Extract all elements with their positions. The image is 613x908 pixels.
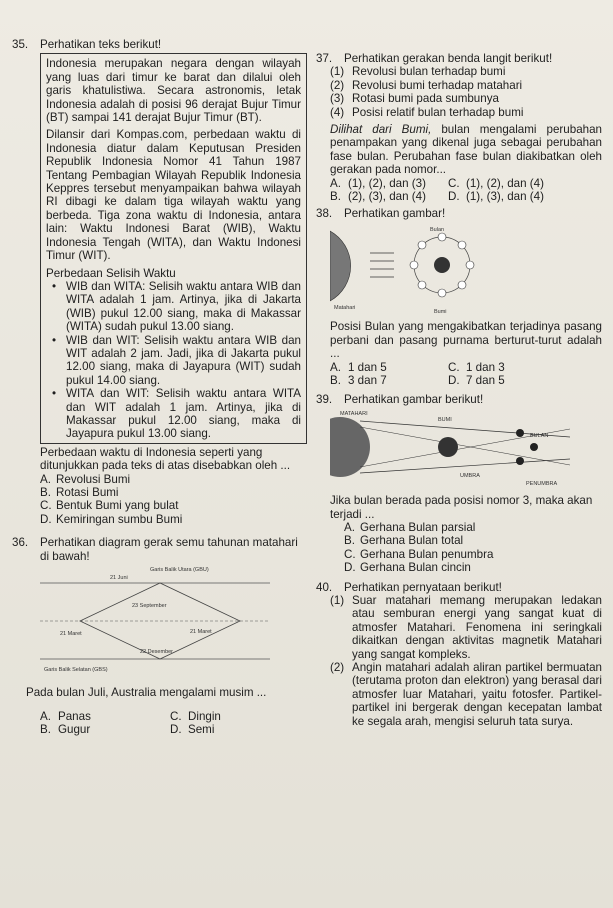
label-moon: BULAN: [530, 432, 549, 439]
question-38-header: [316, 207, 602, 220]
question-prompt: Perhatikan teks berikut!: [40, 38, 162, 51]
bullet-dot-icon: •: [52, 333, 57, 347]
bullet-text: WIB dan WITA: Selisih waktu antara WIB dan WITA adalah 1 jam. Artinya, jika di Jakarta (WIB) pukul 12.00 siang, maka di Makassar (WITA) sudah pukul 13.00 siang.: [66, 279, 301, 334]
label-juni: 21 Juni: [110, 575, 128, 582]
answer-option[interactable]: A. Revolusi Bumi: [40, 472, 131, 486]
answer-option[interactable]: A. Gerhana Bulan parsial: [344, 520, 476, 534]
answer-option[interactable]: 7 dan 5: [466, 373, 505, 387]
bullet-text: WITA dan WIT: Selisih waktu antara WITA dan WIT adalah 1 jam. Artinya, jika di Makassar pukul 12.00 siang, maka di Jayapura pukul 13.00 siang.: [66, 387, 301, 441]
answer-options: [330, 177, 602, 204]
eclipse-diagram: [330, 407, 602, 494]
label-september: 23 September: [132, 603, 167, 610]
moon-positions-diagram: [330, 221, 602, 320]
box-bullet: [52, 334, 301, 388]
answer-options: [330, 361, 602, 388]
question-number: 37.: [316, 52, 333, 65]
question-prompt: Perhatikan gambar!: [344, 207, 446, 221]
answer-option[interactable]: (2), (3), dan (4): [348, 190, 426, 204]
statement-item: (2) Angin matahari adalah aliran partikel bermuatan (terutama proton dan elektron) yang berasal dari atmosfer luar Matahari, yaitu fotosfer. Partikel-partikel ini bergerak dengan kecepatan lambat ke segala arah, mengisi seluruh tata surya.: [330, 661, 602, 728]
question-37-header: [316, 52, 602, 65]
question-prompt: Perhatikan gerakan benda langit berikut!: [344, 52, 553, 65]
answer-option[interactable]: B. Gugur: [40, 723, 91, 737]
statement-item: (1) Revolusi bulan terhadap bumi: [330, 65, 506, 79]
label-sun: Matahari: [334, 304, 356, 311]
label-moon: Bulan: [430, 226, 445, 233]
question-37-text: Dilihat dari Bumi, bulan mengalami perubahan penampakan yang dikenal juga sebagai perubahan fase bulan. Perubahan fase bulan diakibatkan oleh gerakan pada nomor...: [330, 123, 602, 177]
option-letter: A.: [330, 360, 341, 374]
answer-option[interactable]: 1 dan 5: [348, 360, 387, 374]
question-39-text: Jika bulan berada pada posisi nomor 3, maka akan terjadi ...: [330, 494, 593, 521]
label-earth: Bumi: [434, 308, 447, 315]
diagram-svg: [40, 563, 280, 681]
answer-option[interactable]: (1), (2), dan (3): [348, 176, 426, 190]
answer-option[interactable]: (1), (2), dan (4): [466, 176, 544, 190]
question-35-text: Perbedaan waktu di Indonesia seperti yang ditunjukkan pada teks di atas disebabkan oleh ...: [40, 445, 291, 473]
bullet-text: WIB dan WIT: Selisih waktu antara WIB dan WIT adalah 2 jam. Jadi, jika di Jakarta pukul 12.00 siang, maka di Jayapura (WIT) sudah pukul 14.00 siang.: [66, 333, 301, 387]
reading-text-box: [40, 53, 307, 443]
diagram-svg: [330, 407, 580, 491]
answer-options: [40, 710, 302, 737]
option-letter: D.: [448, 190, 460, 204]
statement-item: (1) Suar matahari memang merupakan ledakan atau semburan energi yang sangat kuat di atmosfer Matahari. Fenomena ini seringkali dikaitkan dengan aktivitas magnetik Matahari yang sangat kompleks.: [330, 593, 602, 661]
option-letter: C.: [448, 360, 460, 374]
question-38-text: Posisi Bulan yang mengakibatkan terjadinya pasang perbani dan pasang purnama berturut-turut adalah ...: [330, 320, 602, 361]
question-36-text: Pada bulan Juli, Australia mengalami musim ...: [26, 686, 267, 700]
question-number: 39.: [316, 393, 333, 407]
box-paragraph: Indonesia merupakan negara dengan wilayah yang luas dari timur ke barat dan dilalui oleh garis khatulistiwa. Secara astronomis, letak Indonesia adalah di posisi 96 derajat Bujur Timur (BT) sampai 141 derajat Bujur Timur (BT).: [46, 57, 301, 125]
option-letter: B.: [330, 190, 341, 204]
question-prompt: Perhatikan diagram gerak semu tahunan matahari di bawah!: [40, 536, 298, 563]
label-maret: 21 Maret: [60, 631, 82, 638]
answer-option[interactable]: B. Gerhana Bulan total: [344, 534, 464, 548]
box-paragraph: Dilansir dari Kompas.com, perbedaan waktu di Indonesia diatur dalam Keputusan Presiden Republik Indonesia Nomor 41 Tahun 1987 Tentang Pembagian Wilayah Republik Indonesia Keppres tersebut menyampaikan bahwa wilayah RI dibagi ke dalam tiga wilayah waktu yang berbeda. Tiga zona waktu di Indonesia, antara lain: Waktu Indonesi Barat (WIB), Waktu Indonesia Tengah (WITA), dan Waktu Indonesi Timur (WIT).: [46, 128, 301, 263]
question-number: 38.: [316, 207, 333, 221]
label-umbra: UMBRA: [460, 472, 480, 479]
label-earth: BUMI: [438, 416, 452, 423]
question-prompt: Perhatikan gambar berikut!: [344, 393, 484, 407]
diagram-svg: [330, 221, 490, 317]
answer-option[interactable]: 3 dan 7: [348, 373, 387, 387]
left-column: [12, 38, 302, 737]
sun-apparent-motion-diagram: [40, 563, 302, 684]
label-maret-2: 21 Maret: [190, 629, 212, 636]
answer-option[interactable]: 1 dan 3: [466, 360, 505, 374]
right-column: [316, 52, 602, 728]
bullet-dot-icon: •: [52, 387, 57, 401]
option-letter: A.: [330, 176, 341, 190]
answer-option[interactable]: C. Bentuk Bumi yang bulat: [40, 499, 179, 513]
answer-option[interactable]: D. Kemiringan sumbu Bumi: [40, 512, 183, 526]
question-40-header: [316, 581, 602, 594]
label-sun: MATAHARI: [340, 410, 368, 417]
label-desember: 22 Desember: [140, 649, 174, 656]
statement-item: (3) Rotasi bumi pada sumbunya: [330, 92, 499, 106]
answer-option[interactable]: D. Gerhana Bulan cincin: [344, 561, 471, 575]
bullet-dot-icon: •: [52, 279, 57, 293]
label-gbu: Garis Balik Utara (GBU): [150, 567, 209, 574]
label-penumbra: PENUMBRA: [526, 480, 558, 487]
box-subheading: Perbedaan Selisih Waktu: [46, 266, 176, 280]
question-35-header: [12, 38, 302, 51]
answer-option[interactable]: B. Rotasi Bumi: [40, 486, 119, 499]
statement-item: (4) Posisi relatif bulan terhadap bumi: [330, 105, 524, 119]
answer-option[interactable]: C. Gerhana Bulan penumbra: [344, 547, 494, 561]
answer-option[interactable]: D. Semi: [170, 723, 215, 737]
statement-item: (2) Revolusi bumi terhadap matahari: [330, 78, 523, 92]
question-39-header: [316, 393, 602, 406]
question-36-header: [12, 536, 302, 563]
box-bullet: [52, 387, 301, 441]
question-number: 35.: [12, 38, 29, 51]
box-bullet: [52, 280, 301, 334]
question-number: 36.: [12, 536, 29, 550]
answer-option[interactable]: C. Dingin: [170, 709, 221, 723]
option-letter: B.: [330, 373, 341, 387]
answer-option[interactable]: A. Panas: [40, 709, 91, 723]
option-letter: D.: [448, 373, 460, 387]
question-prompt: Perhatikan pernyataan berikut!: [344, 580, 502, 594]
question-number: 40.: [316, 580, 333, 594]
label-gbs: Garis Balik Selatan (GBS): [44, 667, 108, 674]
answer-option[interactable]: (1), (3), dan (4): [466, 190, 544, 204]
option-letter: C.: [448, 176, 460, 190]
